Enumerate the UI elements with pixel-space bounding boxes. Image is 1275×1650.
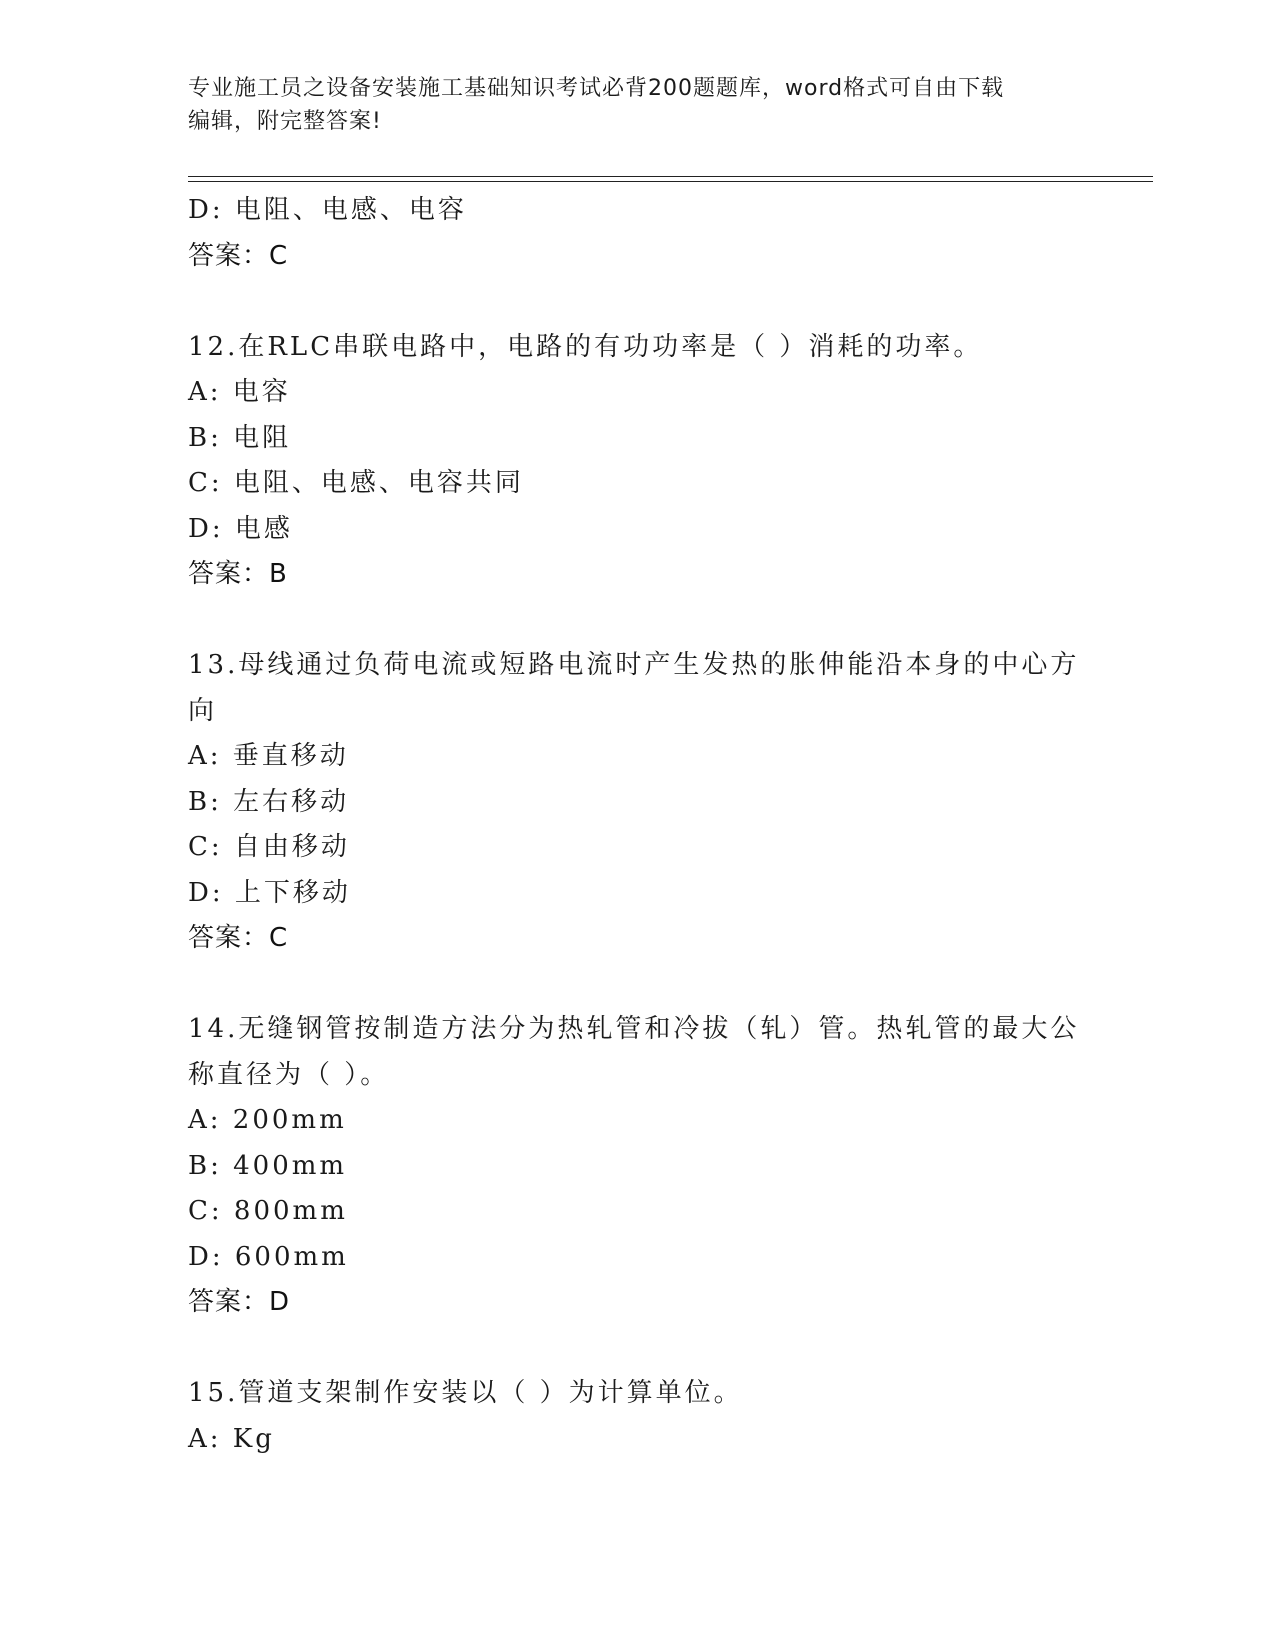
question-text-line-2: 向	[188, 695, 218, 726]
option-c: C: 自由移动	[188, 832, 350, 862]
header-title-line-1: 专业施工员之设备安装施工基础知识考试必背200题题库，word格式可自由下载	[188, 76, 1005, 101]
option-a: A: 电容	[188, 377, 291, 407]
question-block-13	[188, 643, 1088, 962]
option-c: C: 800mm	[188, 1196, 348, 1226]
option-a: A: Kg	[188, 1423, 275, 1454]
option-b: B: 左右移动	[188, 786, 350, 817]
block-spacer	[188, 1326, 1088, 1372]
option-d: D: 上下移动	[188, 877, 351, 908]
option-b: B: 400mm	[188, 1150, 348, 1181]
question-block-12	[188, 325, 1088, 598]
header-divider-bottom	[188, 181, 1153, 182]
question-block-15	[188, 1371, 1088, 1462]
question-list	[188, 188, 1088, 1462]
option-a: A: 200mm	[188, 1105, 347, 1135]
question-block-14	[188, 1007, 1088, 1326]
answer-line: 答案：C	[188, 923, 289, 953]
header-title-line-2: 编辑，附完整答案!	[188, 109, 382, 134]
document-header	[188, 72, 1088, 138]
block-spacer	[188, 962, 1088, 1008]
answer-line: 答案：C	[188, 240, 289, 271]
option-a: A: 垂直移动	[188, 741, 349, 771]
block-spacer	[188, 598, 1088, 644]
option-d: D: 电阻、电感、电容	[188, 195, 467, 225]
block-spacer	[188, 279, 1088, 325]
question-block-11	[188, 188, 1088, 279]
answer-line: 答案：D	[188, 1287, 291, 1317]
answer-line: 答案：B	[188, 559, 288, 589]
question-text-line-2: 称直径为（ ）。	[188, 1059, 390, 1090]
question-text-line-1: 14.无缝钢管按制造方法分为热轧管和冷拔（轧）管。热轧管的最大公	[188, 1014, 1080, 1044]
option-d: D: 600mm	[188, 1241, 349, 1272]
question-text-line-1: 13.母线通过负荷电流或短路电流时产生发热的胀伸能沿本身的中心方	[188, 650, 1080, 680]
option-d: D: 电感	[188, 513, 293, 544]
header-divider-top	[188, 176, 1153, 177]
option-b: B: 电阻	[188, 422, 292, 453]
option-c: C: 电阻、电感、电容共同	[188, 468, 524, 498]
question-text: 12.在RLC串联电路中，电路的有功功率是（ ）消耗的功率。	[188, 331, 983, 362]
question-text: 15.管道支架制作安装以（ ）为计算单位。	[188, 1378, 743, 1408]
